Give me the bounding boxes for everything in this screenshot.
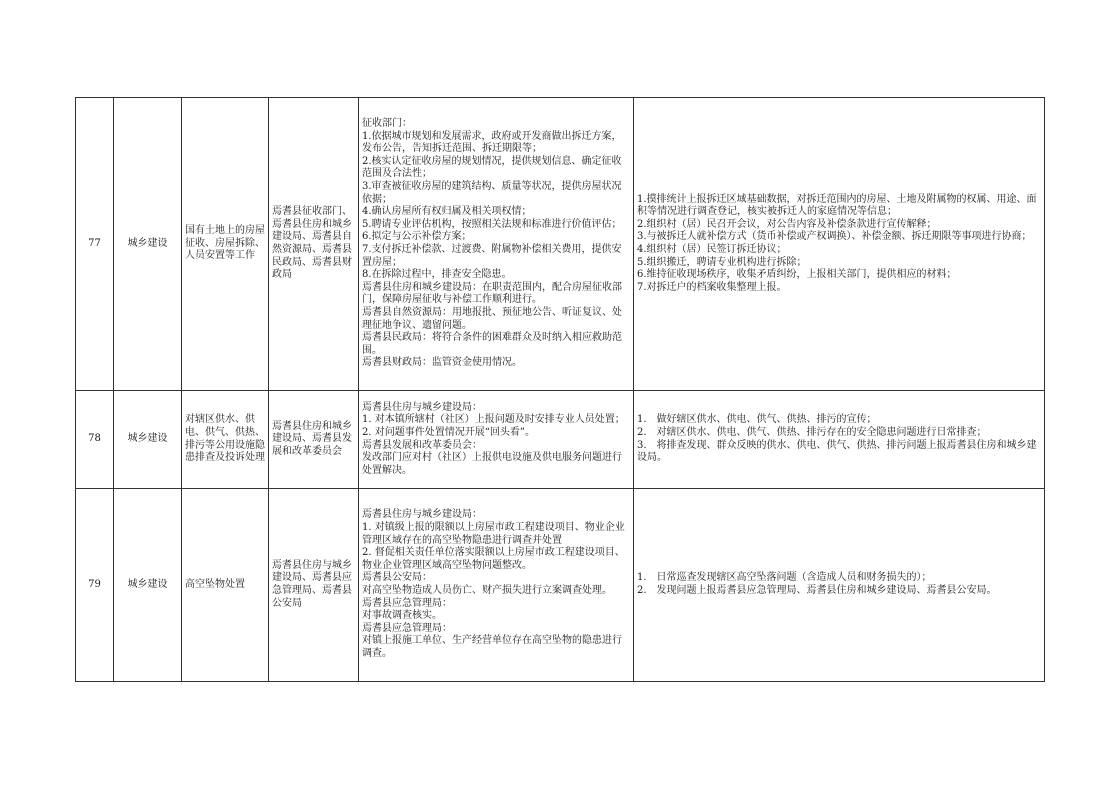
responsibility-line: 焉耆县财政局：监管资金使用情况。	[362, 357, 522, 369]
item-cell: 高空坠物处置	[182, 489, 269, 682]
responsibility-line: 焉耆县发展和改革委员会：	[362, 439, 482, 451]
responsibility-line: 焉耆县应急管理局：	[362, 597, 452, 609]
category-cell: 城乡建设	[114, 98, 182, 391]
duty-table	[75, 97, 1045, 682]
town-duty-line: 5.组织搬迁，聘请专业机构进行拆除；	[637, 256, 807, 268]
table-row	[76, 391, 1045, 489]
item-cell: 对辖区供水、供电、供气、供热、排污等公用设施隐患排查及投诉处理	[182, 391, 269, 489]
town-duty-cell	[634, 489, 1045, 682]
category-cell: 城乡建设	[114, 489, 182, 682]
responsibility-line: 6.拟定与公示补偿方案；	[362, 231, 472, 243]
table-row	[76, 489, 1045, 682]
responsibility-cell	[359, 391, 634, 489]
responsibility-line: 征收部门：	[362, 118, 412, 130]
town-duty-line: 2.组织村（居）民召开会议，对公告内容及补偿条款进行宣传解释；	[637, 218, 937, 230]
responsibility-line: 8.在拆除过程中，排查安全隐患。	[362, 269, 512, 281]
responsibility-line: 5.聘请专业评估机构，按照相关法规和标准进行价值评估；	[362, 218, 622, 230]
town-duty-line: 2. 对辖区供水、供电、供气、供热、排污存在的安全隐患问题进行日常排查；	[637, 426, 987, 438]
town-duty-line: 1.摸排统计上报拆迁区域基础数据，对拆迁范围内的房屋、土地及附属物的权属、用途、面积等情况进行调查登记，核实被拆迁人的家庭情况等信息；	[637, 193, 1037, 218]
responsibility-line: 4.确认房屋所有权归属及相关项权情；	[362, 206, 532, 218]
department-cell: 焉耆县住房和城乡建设局、焉耆县发展和改革委员会	[269, 391, 359, 489]
town-duty-line: 3. 将排查发现、群众反映的供水、供电、供气、供热、排污问题上报焉耆县住房和城乡建设局。	[637, 439, 1037, 464]
row-number: 77	[76, 98, 114, 391]
row-number: 79	[76, 489, 114, 682]
responsibility-line: 1. 对本镇所辖村（社区）上报问题及时安排专业人员处置；	[362, 414, 625, 426]
responsibility-line: 对事故调查核实。	[362, 610, 442, 622]
town-duty-line: 4.组织村（居）民签订拆迁协议；	[637, 244, 787, 255]
responsibility-line: 3.审查被征收房屋的建筑结构、质量等状况，提供房屋状况依据；	[362, 181, 622, 205]
town-duty-line: 3.与被拆迁人就补偿方式（货币补偿或产权调换）、补偿金额、拆迁期限等事项进行协商；	[637, 231, 1032, 243]
town-duty-line: 1. 做好辖区供水、供电、供气、供热、排污的宣传；	[637, 414, 877, 426]
responsibility-line: 焉耆县自然资源局：用地报批、预征地公告、听证复议、处理征地争议、遗留问题。	[362, 306, 622, 331]
responsibility-line: 7.支付拆迁补偿款、过渡费、附属物补偿相关费用，提供安置房屋；	[362, 244, 622, 268]
responsibility-line: 焉耆县住房与城乡建设局：	[362, 401, 482, 413]
department-cell: 焉耆县征收部门、焉耆县住房和城乡建设局、焉耆县自然资源局、焉耆县民政局、焉耆县财政局	[269, 98, 359, 391]
responsibility-line: 焉耆县应急管理局：	[362, 622, 452, 634]
town-duty-cell	[634, 98, 1045, 391]
department-cell: 焉耆县住房与城乡建设局、焉耆县应急管理局、焉耆县公安局	[269, 489, 359, 682]
responsibility-line: 1. 对镇级上报的限额以上房屋市政工程建设项目、物业企业管理区域存在的高空坠物隐患进行调查并处置	[362, 522, 625, 546]
responsibility-line: 焉耆县住房与城乡建设局：	[362, 509, 482, 521]
town-duty-cell	[634, 391, 1045, 489]
responsibility-line: 对高空坠物造成人员伤亡、财产损失进行立案调查处理。	[362, 585, 612, 596]
responsibility-line: 2.核实认定征收房屋的规划情况，提供规划信息、确定征收范围及合法性；	[362, 155, 622, 180]
category-cell: 城乡建设	[114, 391, 182, 489]
responsibility-line: 2. 对问题事件处置情况开展“回头看”。	[362, 426, 535, 438]
responsibility-line: 1.依据城市规划和发展需求，政府或开发商做出拆迁方案，发布公告，告知拆迁范围、拆迁期限等；	[362, 130, 622, 155]
town-duty-line: 2. 发现问题上报焉耆县应急管理局、焉耆县住房和城乡建设局、焉耆县公安局。	[637, 585, 997, 596]
responsibility-line: 对镇上报施工单位、生产经营单位存在高空坠物的隐患进行调查。	[362, 635, 622, 659]
responsibility-line: 焉耆县民政局：将符合条件的困难群众及时纳入相应救助范围。	[362, 332, 622, 356]
responsibility-cell	[359, 98, 634, 391]
town-duty-line: 6.维持征收现场秩序，收集矛盾纠纷，上报相关部门，提供相应的材料；	[637, 269, 957, 281]
responsibility-line: 发改部门应对村（社区）上报供电设施及供电服务问题进行处置解决。	[362, 452, 622, 476]
table-row	[76, 98, 1045, 391]
responsibility-line: 焉耆县公安局：	[362, 572, 432, 584]
responsibility-line: 2. 督促相关责任单位落实限额以上房屋市政工程建设项目、物业企业管理区域高空坠物问题整改。	[362, 547, 625, 571]
item-cell: 国有土地上的房屋征收、房屋拆除、人员安置等工作	[182, 98, 269, 391]
town-duty-line: 7.对拆迁户的档案收集整理上报。	[637, 281, 787, 293]
town-duty-line: 1. 日常巡查发现辖区高空坠落问题（含造成人员和财务损失的）；	[637, 572, 932, 584]
responsibility-line: 焉耆县住房和城乡建设局：在职责范围内，配合房屋征收部门，保障房屋征收与补偿工作顺利进行。	[362, 281, 622, 306]
row-number: 78	[76, 391, 114, 489]
responsibility-cell	[359, 489, 634, 682]
